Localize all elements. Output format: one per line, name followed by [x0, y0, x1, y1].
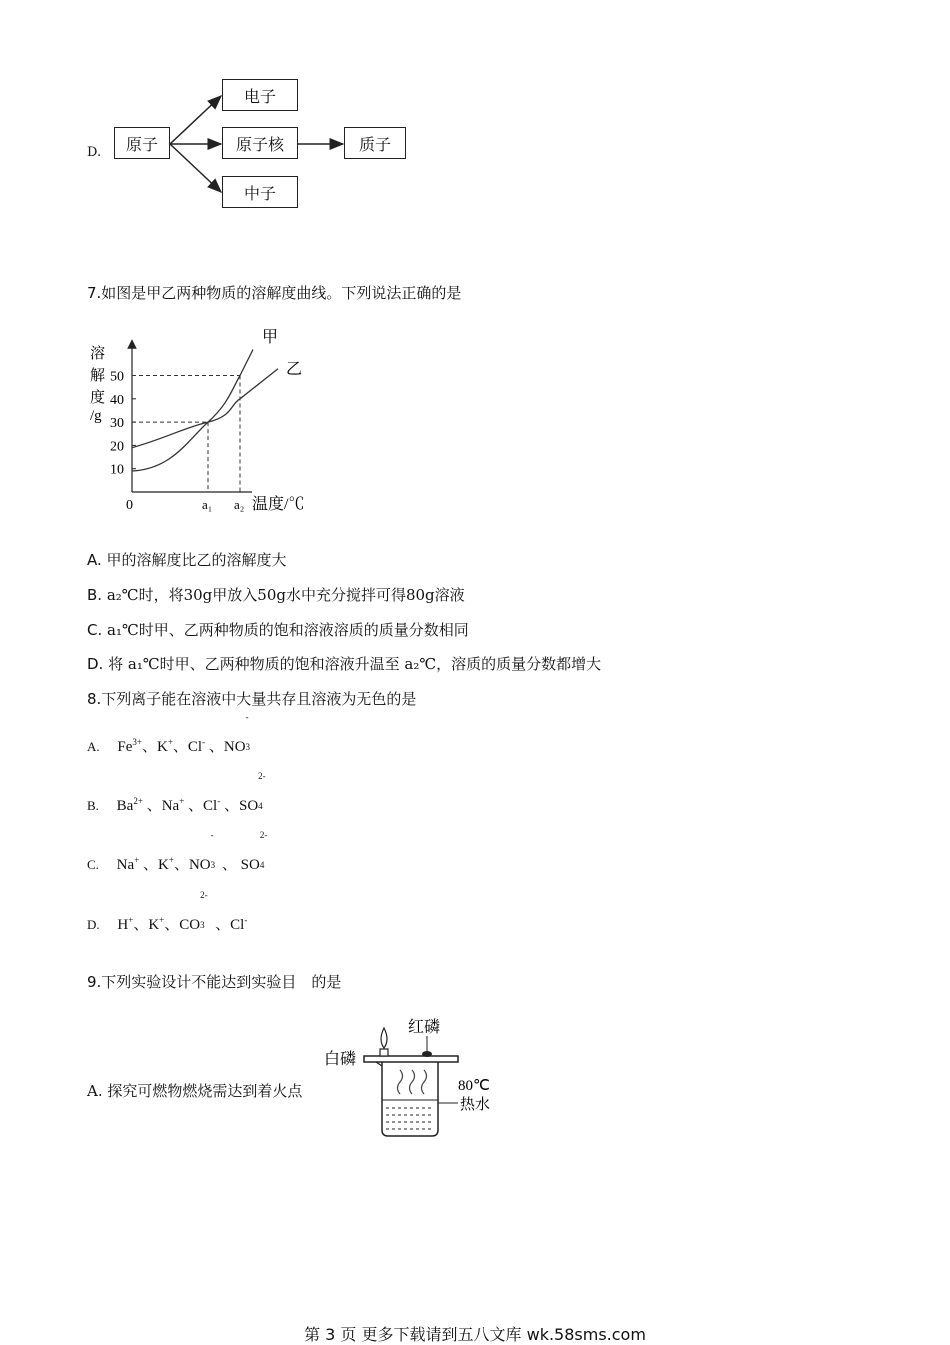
series-jia-label: 甲 — [262, 329, 279, 346]
q8-option-a: A. $Fe^{3+}$、K+、Cl- 、NO - 3 — [87, 712, 251, 755]
hot-water-label: 热水 — [460, 1097, 491, 1113]
atom-box: 原子 — [114, 127, 170, 159]
red-p-label: 红磷 — [408, 1019, 441, 1036]
q7-option-b: B. a₂℃时，将30g甲放入50g水中充分搅拌可得80g溶液 — [87, 586, 465, 604]
combustion-apparatus — [320, 1012, 510, 1142]
x-marker-a2: a₂ — [234, 497, 245, 512]
q9-option-a: A. 探究可燃物燃烧需达到着火点 — [87, 1082, 303, 1100]
y-label-unit: /g — [90, 408, 102, 424]
curves — [132, 328, 302, 471]
x-marker-a1: a₁ — [202, 497, 213, 512]
steam — [398, 1070, 427, 1094]
white-phosphorus — [380, 1049, 388, 1056]
x-origin-label: 0 — [126, 498, 133, 513]
q7-option-a: A. 甲的溶解度比乙的溶解度大 — [87, 551, 287, 569]
electron-box: 电子 — [222, 79, 298, 111]
q7-title: 7.如图是甲乙两种物质的溶解度曲线。下列说法正确的是 — [87, 284, 462, 302]
q8-option-c: C. Na+ 、K+、NO - 3 、 SO 2- 4 — [87, 830, 268, 873]
beaker — [382, 1062, 438, 1136]
temp-label: 80℃ — [458, 1078, 490, 1094]
nucleus-box: 原子核 — [222, 127, 298, 159]
y-axis-label — [90, 345, 105, 424]
flame-icon — [381, 1028, 387, 1048]
y-label-char: 解 — [90, 368, 106, 384]
q7-option-c: C. a₁℃时甲、乙两种物质的饱和溶液溶质的质量分数相同 — [87, 621, 469, 639]
q6-option-d-label: D. — [87, 145, 102, 160]
red-phosphorus — [422, 1051, 432, 1057]
y-tick-label: 40 — [110, 392, 124, 408]
arrow-to-electron — [170, 96, 221, 144]
y-tick-label: 10 — [110, 462, 124, 478]
copper-plate — [364, 1056, 458, 1062]
page-footer: 第 3 页 更多下载请到五八文库 wk.58sms.com — [304, 1325, 646, 1344]
dashed-guides — [132, 376, 240, 493]
q8-title: 8.下列离子能在溶液中大量共存且溶液为无色的是 — [87, 690, 417, 708]
neutron-box: 中子 — [222, 176, 298, 208]
y-tick-label: 30 — [110, 416, 124, 432]
q8-option-b: B. $Ba^{2+}$ 、Na+ 、Cl- 、SO 2- 4 — [87, 771, 266, 814]
q7-option-d: D. 将 a₁℃时甲、乙两种物质的饱和溶液升温至 a₂℃，溶质的质量分数都增大 — [87, 655, 602, 673]
y-label-char: 度 — [90, 390, 106, 406]
atom-diagram-arrows — [0, 0, 950, 230]
proton-box: 质子 — [344, 127, 406, 159]
series-jia-line — [132, 350, 253, 472]
q8-option-d: D. H+、K+、CO 2- 3 、Cl- — [87, 890, 248, 933]
q9-title: 9.下列实验设计不能达到实验目 的是 — [87, 973, 342, 991]
series-yi-label: 乙 — [286, 361, 303, 378]
y-tick-label: 20 — [110, 439, 124, 455]
arrow-to-neutron — [170, 144, 221, 192]
white-p-label: 白磷 — [324, 1051, 357, 1068]
series-yi-line — [132, 369, 278, 448]
y-label-char: 溶 — [90, 346, 106, 362]
solubility-chart — [84, 322, 324, 517]
x-axis-label: 温度/℃ — [252, 496, 305, 513]
x-labels — [126, 495, 304, 513]
y-tick-label: 50 — [110, 369, 124, 385]
